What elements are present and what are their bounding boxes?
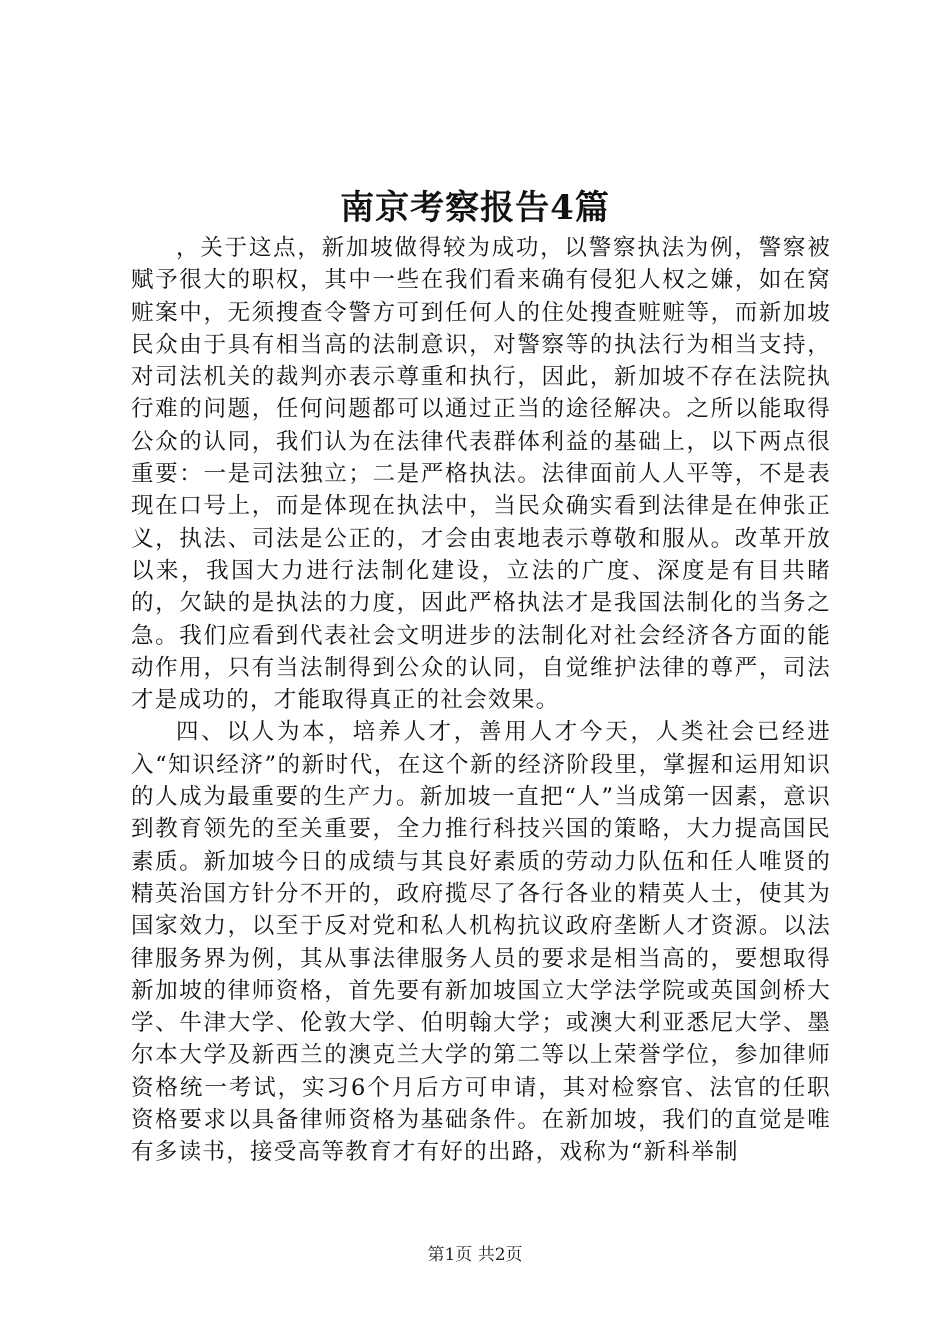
page-number-footer: 第1页 共2页	[427, 1245, 523, 1265]
document-body	[131, 232, 831, 1169]
paragraph: ，关于这点，新加坡做得较为成功，以警察执法为例，警察被赋予很大的职权，其中一些在我们看来确有侵犯人权之嫌，如在窝赃案中，无须搜查令警方可到任何人的住处搜查赃赃等，而新加坡民众由于具有相当高的法制意识，对警察等的执法行为相当支持，对司法机关的裁判亦表示尊重和执行，因此，新加坡不存在法院执行难的问题，任何问题都可以通过正当的途径解决。之所以能取得公众的认同，我们认为在法律代表群体利益的基础上，以下两点很重要：一是司法独立；二是严格执法。法律面前人人平等，不是表现在口号上，而是体现在执法中，当民众确实看到法律是在伸张正义，执法、司法是公正的，才会由衷地表示尊敬和服从。改革开放以来，我国大力进行法制化建设，立法的广度、深度是有目共睹的，欠缺的是执法的力度，因此严格执法才是我国法制化的当务之急。我们应看到代表社会文明进步的法制化对社会经济各方面的能动作用，只有当法制得到公众的认同，自觉维护法律的尊严，司法才是成功的，才能取得真正的社会效果。	[131, 235, 831, 714]
paragraph: 四、以人为本，培养人才，善用人才今天，人类社会已经进入“知识经济”的新时代，在这个新的经济阶段里，掌握和运用知识的人成为最重要的生产力。新加坡一直把“人”当成第一因素，意识到教育领先的至关重要，全力推行科技兴国的策略，大力提高国民素质。新加坡今日的成绩与其良好素质的劳动力队伍和任人唯贤的精英治国方针分不开的，政府揽尽了各行各业的精英人士，使其为国家效力，以至于反对党和私人机构抗议政府垄断人才资源。以法律服务界为例，其从事法律服务人员的要求是相当高的，要想取得新加坡的律师资格，首先要有新加坡国立大学法学院或英国剑桥大学、牛津大学、伦敦大学、伯明翰大学；或澳大利亚悉尼大学、墨尔本大学及新西兰的澳克兰大学的第二等以上荣誉学位，参加律师资格统一考试，实习6个月后方可申请，其对检察官、法官的任职资格要求以具备律师资格为基础条件。在新加坡，我们的直觉是唯有多读书，接受高等教育才有好的出路，戏称为“新科举制	[131, 719, 831, 1166]
document-title: 南京考察报告4篇	[340, 188, 610, 228]
